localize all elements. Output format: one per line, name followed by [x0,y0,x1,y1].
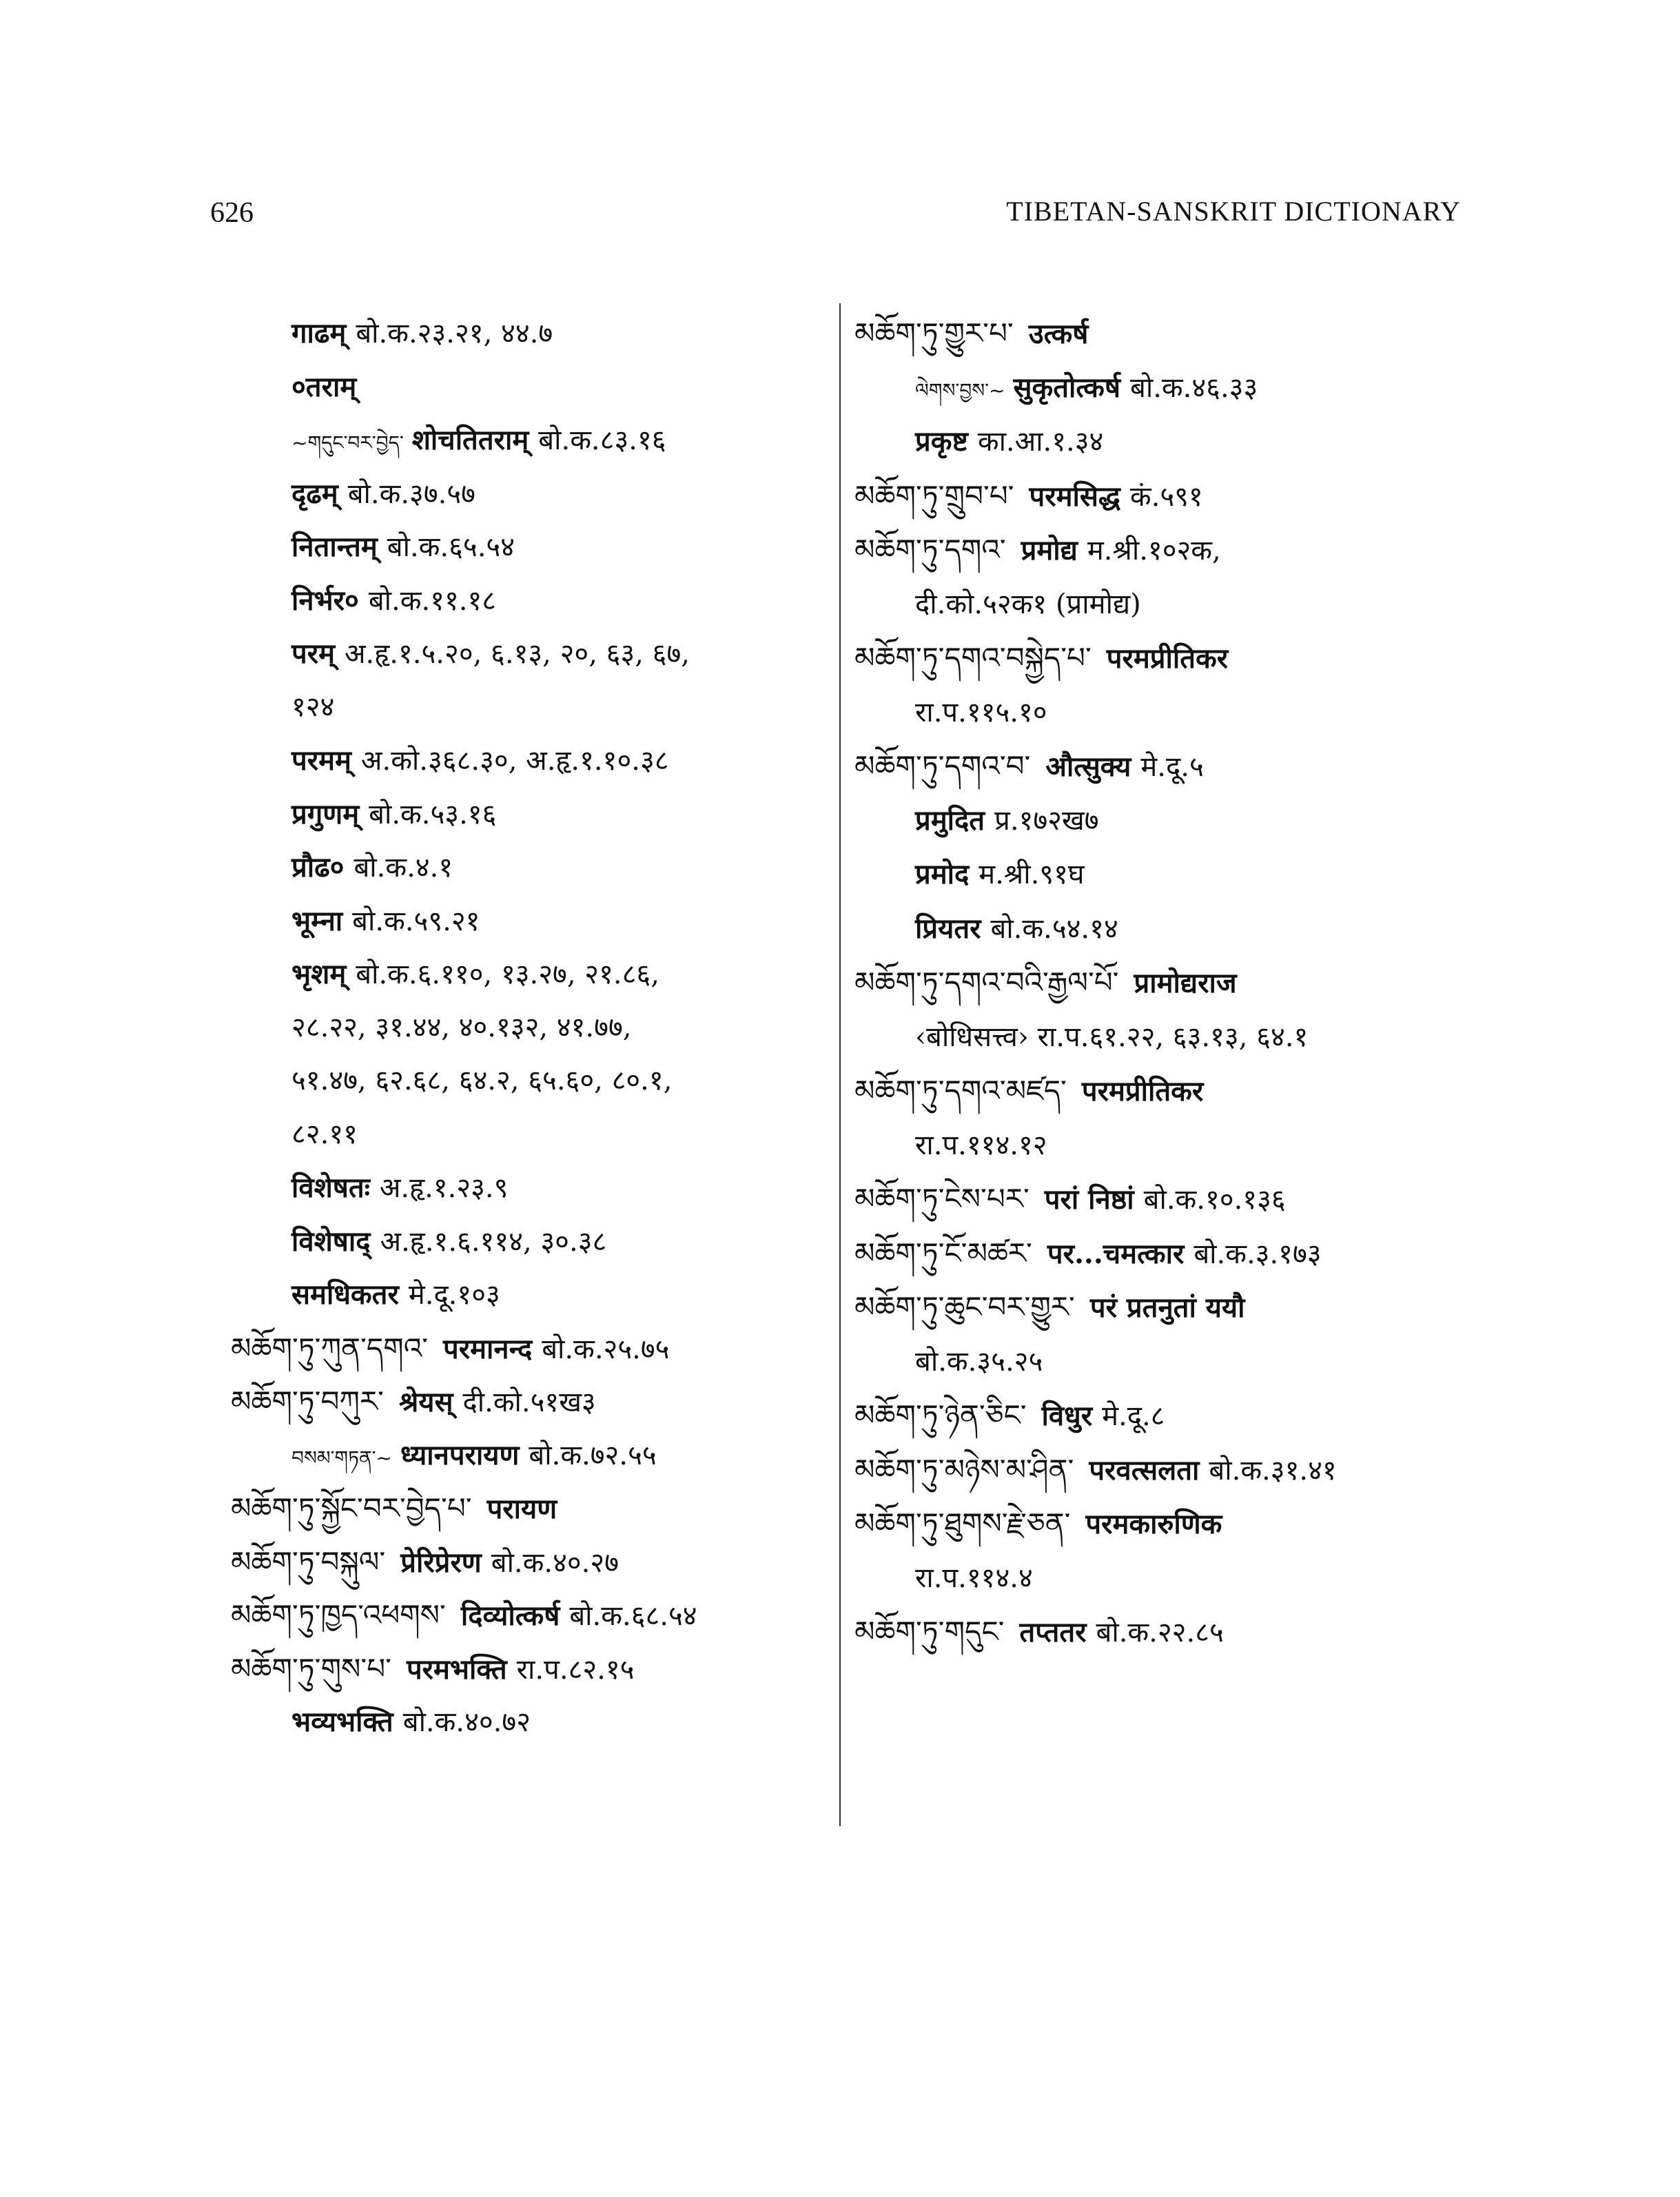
sanskrit-equivalent: परवत्सलता [1089,1453,1200,1486]
dictionary-entry [854,1172,1475,1227]
sanskrit-equivalent: गाढम् [291,317,347,349]
source-reference: दी.को.५२क१ (प्रामोद्य) [915,588,1141,620]
sanskrit-equivalent: परमसिद्ध [1029,480,1120,513]
entry-subsense [231,1268,830,1322]
source-reference: बो.क.४०.२७ [491,1546,619,1579]
dictionary-entry [854,631,1475,686]
source-reference: म.श्री.१०२क, [1087,535,1221,566]
source-reference: ५१.४७, ६२.६८, ६४.२, ६५.६०, ८०.१, [291,1065,673,1096]
source-reference: बो.क.४६.३३ [1130,371,1258,404]
tibetan-term: བསམ་གཏན་~ [291,1446,393,1469]
entry-subsense [231,788,830,841]
source-reference: बो.क.४०.७२ [402,1706,531,1738]
sanskrit-equivalent: प्रमोद्य [1021,534,1078,566]
tibetan-term: ལེགས་བྱས་~ [915,378,1005,402]
entry-continuation [854,1551,1475,1606]
entry-subsense [231,1695,830,1749]
source-reference: बो.क.६.११०, १३.२७, २१.८६, [356,959,659,990]
tibetan-term: ~གདུང་བར་བྱེད་ [291,431,404,454]
entry-subsense [231,734,830,788]
sanskrit-equivalent: ध्यानपरायण [400,1438,520,1471]
dictionary-entry [231,1535,830,1589]
sanskrit-equivalent: प्रौढ० [291,851,345,883]
entry-subsense [231,1215,830,1269]
sanskrit-equivalent: परं प्रतनुतां ययौ [1089,1291,1245,1324]
dictionary-entry [231,1642,830,1696]
source-reference: म.श्री.९१घ [979,859,1085,890]
running-head: TIBETAN-SANSKRIT DICTIONARY [1006,196,1461,227]
source-reference: बो.क.८३.१६ [538,425,666,456]
tibetan-term: མཆོག་ཏུ་ཐུགས་རྗེ་ཅན་ [854,1506,1071,1540]
entry-continuation [854,686,1475,740]
dictionary-entry [231,1588,830,1642]
entry-subsense [231,1429,830,1482]
source-reference: बो.क.५३.१६ [369,798,497,830]
source-reference: बो.क.१०.१३६ [1143,1184,1286,1216]
source-reference: बो.क.२२.८५ [1096,1617,1224,1648]
entry-subsense [854,848,1475,902]
dictionary-entry [231,1375,830,1429]
entry-subsense [231,574,830,628]
tibetan-term: མཆོག་ཏུ་དགའ་བསྐྱེད་པ་ [854,641,1092,675]
source-reference: मे.दू.८ [1102,1400,1165,1432]
source-reference: मे.दू.१०३ [408,1279,500,1311]
sanskrit-equivalent: विशेषतः [291,1172,370,1204]
left-column [231,307,830,1749]
sanskrit-equivalent: ०तराम् [291,370,357,403]
source-reference: बो.क.६५.५४ [387,531,515,563]
entry-subsense [231,627,830,681]
source-reference: रा.प.११५.१० [915,696,1047,728]
sanskrit-equivalent: नितान्तम् [291,531,378,563]
dictionary-entry [854,1605,1475,1659]
sanskrit-equivalent: प्रमुदित [915,804,985,837]
sanskrit-equivalent: प्रामोद्यराज [1134,967,1237,999]
entry-continuation [231,1054,830,1108]
source-reference: बो.क.३.१७३ [1194,1238,1322,1270]
source-reference: दी.को.५१ख३ [462,1387,596,1418]
tibetan-term: མཆོག་ཏུ་ཉེན་ཅིང་ [854,1398,1027,1432]
dictionary-entry [854,739,1475,794]
sanskrit-equivalent: परमभक्ति [406,1653,507,1686]
dictionary-entry [854,1497,1475,1551]
page-number: 626 [210,197,254,229]
source-reference: बो.क.५९.२१ [352,905,480,937]
source-reference: २८.२२, ३१.४४, ४०.१३२, ४१.७७, [291,1011,632,1043]
entry-continuation [854,1118,1475,1173]
entry-continuation [231,1108,830,1162]
entry-subsense [854,415,1475,469]
entry-subsense [854,794,1475,848]
source-reference: ८२.११ [291,1118,358,1150]
tibetan-term: མཆོག་ཏུ་ངེས་པར་ [854,1182,1029,1216]
sanskrit-equivalent: शोचतितराम् [411,424,529,456]
source-reference: बो.क.२५.७५ [542,1333,670,1365]
source-reference: बो.क.११.१८ [368,584,497,617]
sanskrit-equivalent: परायण [486,1493,557,1525]
tibetan-term: མཆོག་ཏུ་བཀུར་ [231,1384,384,1418]
sanskrit-equivalent: श्रेयस् [398,1386,453,1418]
entry-subsense [854,902,1475,957]
entry-subsense [231,841,830,895]
sanskrit-equivalent: परमम् [291,744,351,777]
sanskrit-equivalent: परम् [291,637,335,670]
source-reference: बो.क.५४.१४ [990,912,1118,945]
tibetan-term: མཆོག་ཏུ་ངོ་མཚར་ [854,1236,1032,1270]
tibetan-term: མཆོག་ཏུ་དགའ་བའི་རྒྱལ་པོ་ [854,965,1119,999]
sanskrit-equivalent: औत्सुक्य [1045,750,1131,783]
sanskrit-equivalent: उत्कर्ष [1028,318,1089,350]
entry-subsense [231,307,830,360]
entry-subsense [231,520,830,574]
tibetan-term: མཆོག་ཏུ་ཁྱད་འཕགས་ [231,1598,446,1632]
tibetan-term: མཆོག་ཏུ་དགའ་ [854,533,1006,566]
dictionary-entry [854,469,1475,524]
tibetan-term: མཆོག་ཏུ་ཀུན་དགའ་ [231,1331,429,1365]
dictionary-entry [231,1482,830,1535]
source-reference: रा.प.११४.४ [915,1562,1033,1594]
column-divider [839,303,841,1826]
sanskrit-equivalent: समधिकतर [291,1278,399,1311]
sanskrit-equivalent: परां निष्ठां [1044,1183,1134,1216]
entry-continuation [854,1335,1475,1389]
tibetan-term: མཆོག་ཏུ་སྐྱོང་བར་བྱེད་པ་ [231,1491,472,1525]
dictionary-entry [854,1064,1475,1118]
sanskrit-equivalent: विधुर [1041,1400,1093,1432]
source-reference: अ.को.३६८.३०, अ.हृ.१.१०.३८ [360,745,669,777]
tibetan-term: མཆོག་ཏུ་བསྐུལ་ [231,1544,386,1579]
source-reference: १२४ [291,691,335,723]
sanskrit-equivalent: परमप्रीतिकर [1081,1075,1204,1107]
source-reference: रा.प.८२.१५ [516,1653,635,1686]
source-reference: प्र.१७२ख७ [994,804,1099,837]
source-reference: अ.हृ.१.५.२०, ६.१३, २०, ६३, ६७, [345,638,690,670]
source-reference: ‹बोधिसत्त्व› रा.प.६१.२२, ६३.१३, ६४.१ [915,1021,1309,1053]
dictionary-entry [854,1227,1475,1281]
dictionary-entry [854,956,1475,1010]
entry-subsense [231,1161,830,1215]
sanskrit-equivalent: परमप्रीतिकर [1106,642,1229,675]
dictionary-entry [854,1280,1475,1335]
sanskrit-equivalent: विशेषाद् [291,1225,371,1258]
tibetan-term: མཆོག་ཏུ་དགའ་བ་ [854,749,1031,783]
tibetan-term: མཆོག་ཏུ་ཆུང་བར་གྱུར་ [854,1290,1075,1324]
sanskrit-equivalent: परमकारुणिक [1085,1508,1222,1540]
tibetan-term: མཆོག་ཏུ་གྲུབ་པ་ [854,478,1014,513]
source-reference: अ.हृ.१.६.११४, ३०.३८ [380,1225,607,1258]
entry-continuation [231,1001,830,1055]
sanskrit-equivalent: प्रकृष्ट [915,425,968,458]
source-reference: बो.क.६८.५४ [569,1600,697,1632]
tibetan-term: མཆོག་ཏུ་གྱུར་པ་ [854,316,1014,350]
source-reference: अ.हृ.१.२३.९ [379,1172,509,1204]
sanskrit-equivalent: परमानन्द [443,1332,533,1365]
dictionary-entry [854,523,1475,578]
sanskrit-equivalent: भूम्ना [291,904,343,937]
source-reference: का.आ.१.३४ [977,426,1104,458]
source-reference: बो.क.३१.४१ [1209,1454,1337,1486]
tibetan-term: མཆོག་ཏུ་གདུང་ [854,1615,1005,1648]
sanskrit-equivalent: दृढम् [291,477,338,510]
sanskrit-equivalent: दिव्योत्कर्ष [460,1600,560,1632]
sanskrit-equivalent: तप्ततर [1019,1616,1087,1648]
sanskrit-equivalent: निर्भर० [291,584,359,617]
dictionary-entry [231,1322,830,1376]
source-reference: बो.क.२३.२१, ४४.७ [356,318,553,349]
dictionary-entry [854,307,1475,361]
source-reference: बो.क.४.१ [354,852,453,883]
source-reference: बो.क.३७.५७ [347,478,475,510]
entry-continuation [854,578,1475,632]
dictionary-entry [854,1443,1475,1498]
source-reference: मे.दू.५ [1140,751,1204,783]
source-reference: कं.५९१ [1129,480,1203,513]
tibetan-term: མཆོག་ཏུ་གུས་པ་ [231,1651,391,1686]
entry-subsense [231,413,830,467]
sanskrit-equivalent: पर...चमत्कार [1047,1237,1185,1270]
sanskrit-equivalent: भृशम् [291,958,347,990]
entry-subsense [231,467,830,521]
sanskrit-equivalent: प्रगुणम् [291,797,360,830]
entry-continuation [854,1010,1475,1065]
sanskrit-equivalent: सुकृतोत्कर्ष [1013,371,1121,404]
source-reference: बो.क.७२.५५ [529,1439,657,1471]
sanskrit-equivalent: भव्यभक्ति [291,1706,393,1738]
source-reference: बो.क.३५.२५ [915,1345,1043,1378]
sanskrit-equivalent: प्रेरिप्रेरण [400,1546,482,1579]
dictionary-entry [854,1389,1475,1443]
entry-subsense [231,895,830,948]
source-reference: रा.प.११४.१२ [915,1129,1047,1161]
entry-subsense [231,360,830,414]
right-column [854,307,1475,1659]
sanskrit-equivalent: प्रमोद [915,858,970,890]
entry-continuation [231,681,830,735]
entry-subsense [854,361,1475,416]
sanskrit-equivalent: प्रियतर [915,912,981,945]
tibetan-term: མཆོག་ཏུ་དགའ་མཛད་ [854,1074,1067,1107]
tibetan-term: མཆོག་ཏུ་མཉེས་མ་ཤིན་ [854,1452,1074,1486]
entry-subsense [231,948,830,1001]
